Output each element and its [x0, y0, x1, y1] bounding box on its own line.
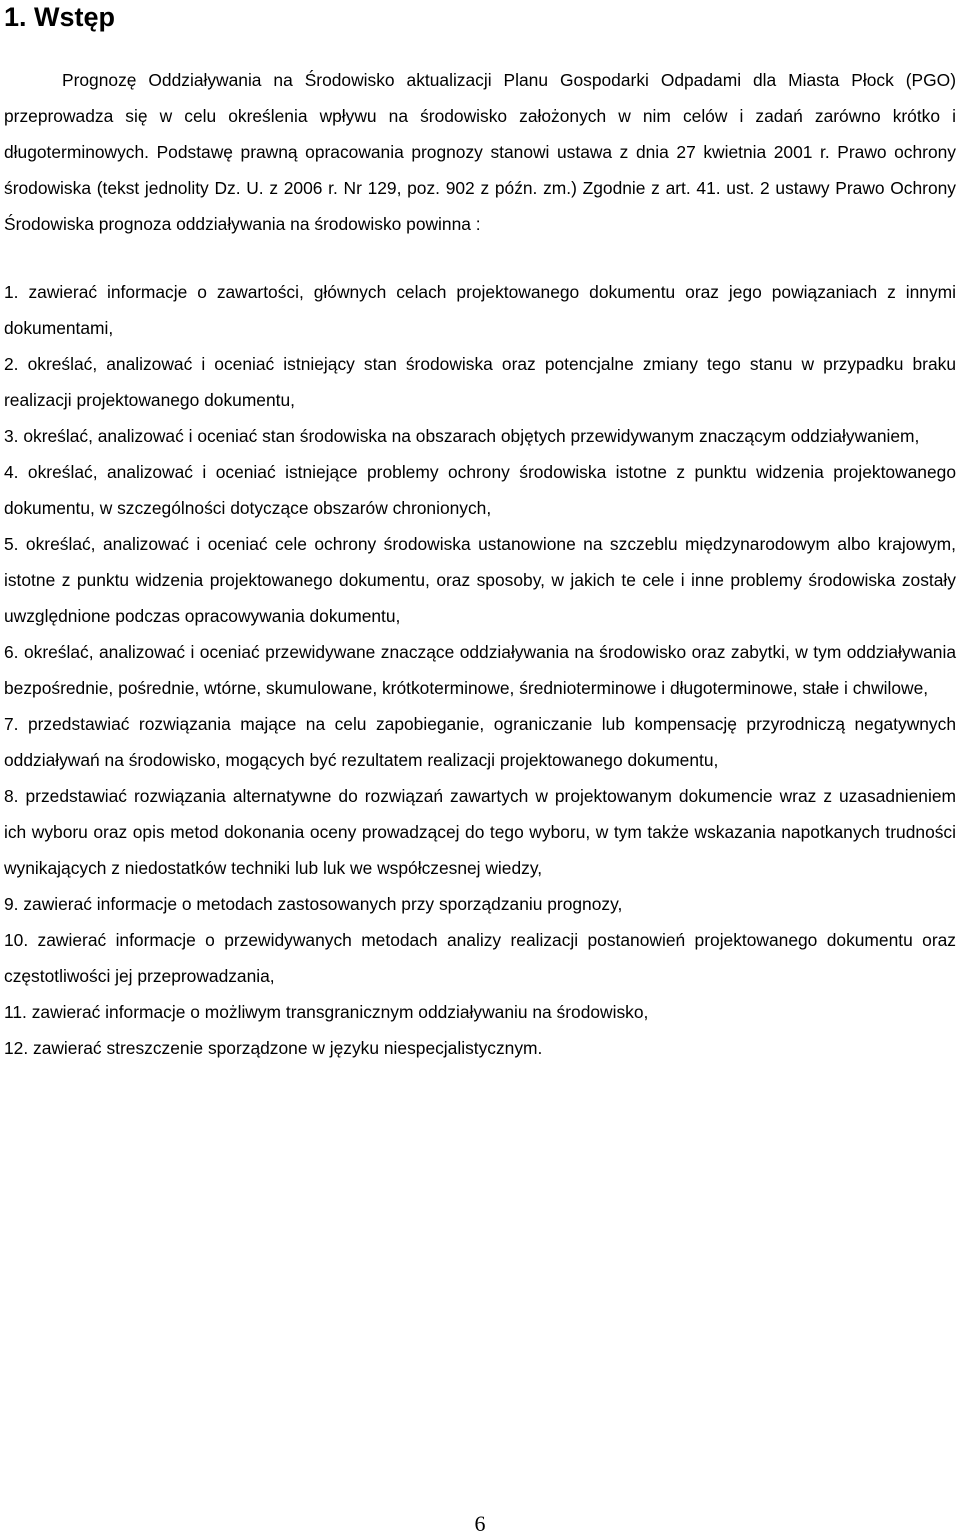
list-item: 5. określać, analizować i oceniać cele ochrony środowiska ustanowione na szczeblu międzynarodowym albo krajowym, istotne z punktu widzenia projektowanego dokumentu, oraz sposoby, w jakich te cele i inne problemy środowiska zostały uwzględnione podczas opracowywania dokumentu,: [4, 534, 956, 626]
list-item: 9. zawierać informacje o metodach zastosowanych przy sporządzaniu prognozy,: [4, 894, 623, 914]
list-item: 3. określać, analizować i oceniać stan środowiska na obszarach objętych przewidywanym znaczącym oddziaływaniem,: [4, 426, 920, 446]
list-item: 6. określać, analizować i oceniać przewidywane znaczące oddziaływania na środowisko oraz zabytki, w tym oddziaływania bezpośrednie, pośrednie, wtórne, skumulowane, krótkoterminowe, średnioterminowe i długoterminowe, stałe i chwilowe,: [4, 642, 956, 698]
list-item: 2. określać, analizować i oceniać istniejący stan środowiska oraz potencjalne zmiany tego stanu w przypadku braku realizacji projektowanego dokumentu,: [4, 354, 956, 410]
list-item: 11. zawierać informacje o możliwym transgranicznym oddziaływaniu na środowisko,: [4, 1002, 649, 1022]
document-page: [4, 0, 956, 1066]
section-heading: 1. Wstęp: [4, 2, 116, 32]
list-item: 10. zawierać informacje o przewidywanych metodach analizy realizacji postanowień projektowanego dokumentu oraz częstotliwości jej przeprowadzania,: [4, 930, 956, 986]
intro-paragraph: Prognozę Oddziaływania na Środowisko aktualizacji Planu Gospodarki Odpadami dla Miasta Płock (PGO) przeprowadza się w celu określenia wpływu na środowisko założonych w nim celów i zadań zarówno krótko i długoterminowych. Podstawę prawną opracowania prognozy stanowi ustawa z dnia 27 kwietnia 2001 r. Prawo ochrony środowiska (tekst jednolity Dz. U. z 2006 r. Nr 129, poz. 902 z późn. zm.) Zgodnie z art. 41. ust. 2 ustawy Prawo Ochrony Środowiska prognoza oddziaływania na środowisko powinna :: [4, 70, 956, 234]
list-item: 1. zawierać informacje o zawartości, głównych celach projektowanego dokumentu oraz jego powiązaniach z innymi dokumentami,: [4, 282, 956, 338]
list-item: 12. zawierać streszczenie sporządzone w języku niespecjalistycznym.: [4, 1038, 543, 1058]
list-item: 7. przedstawiać rozwiązania mające na celu zapobieganie, ograniczanie lub kompensację przyrodniczą negatywnych oddziaływań na środowisko, mogących być rezultatem realizacji projektowanego dokumentu,: [4, 714, 956, 770]
list-item: 4. określać, analizować i oceniać istniejące problemy ochrony środowiska istotne z punktu widzenia projektowanego dokumentu, w szczególności dotyczące obszarów chronionych,: [4, 462, 956, 518]
list-item: 8. przedstawiać rozwiązania alternatywne do rozwiązań zawartych w projektowanym dokumencie wraz z uzasadnieniem ich wyboru oraz opis metod dokonania oceny prowadzącej do tego wyboru, w tym także wskazania napotkanych trudności wynikających z niedostatków techniki lub luk we współczesnej wiedzy,: [4, 786, 956, 878]
page-number: 6: [474, 1511, 486, 1536]
requirements-list: [4, 274, 956, 1066]
